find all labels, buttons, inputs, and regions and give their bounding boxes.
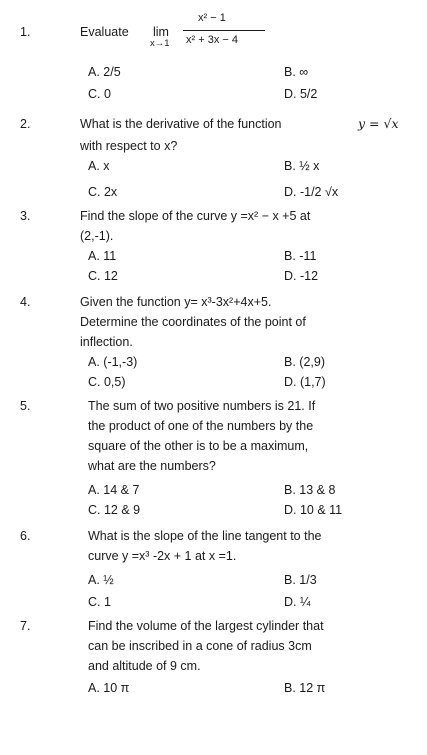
question-stem: Evaluate	[80, 25, 129, 39]
question-number: 6.	[20, 529, 31, 543]
question-stem-line-3: inflection.	[80, 335, 133, 349]
choice-a: A. 14 & 7	[88, 483, 140, 497]
choice-b: B. ½ x	[284, 159, 320, 173]
question-number: 2.	[20, 117, 31, 131]
choice-c: C. 0	[88, 87, 111, 101]
question-stem-line-1: Find the slope of the curve y =x² − x +5 at	[80, 209, 311, 223]
choice-b: B. 13 & 8	[284, 483, 336, 497]
choice-a: A. 2/5	[88, 65, 121, 79]
question-stem-line-1: What is the slope of the line tangent to the	[88, 529, 322, 543]
choice-b: B. (2,9)	[284, 355, 325, 369]
question-stem-line-1: What is the derivative of the function	[80, 117, 282, 131]
choice-a: A. x	[88, 159, 110, 173]
choice-d: D. -12	[284, 269, 319, 283]
choice-c: C. 0,5)	[88, 375, 126, 389]
limit-numerator: x² − 1	[198, 12, 226, 24]
choice-a: A. ½	[88, 573, 114, 587]
limit-lim: lim	[153, 25, 169, 39]
choice-c: C. 2x	[88, 185, 118, 199]
question-number: 7.	[20, 619, 31, 633]
choice-b: B. 1/3	[284, 573, 317, 587]
question-stem-line-3: and altitude of 9 cm.	[88, 659, 201, 673]
fraction-bar	[183, 30, 265, 31]
choice-d: D. ¼	[284, 595, 311, 609]
limit-subscript: x→1	[150, 38, 170, 49]
choice-d: D. (1,7)	[284, 375, 326, 389]
choice-d: D. 5/2	[284, 87, 318, 101]
question-stem-line-4: what are the numbers?	[88, 459, 216, 473]
question-stem-line-2: curve y =x³ -2x + 1 at x =1.	[88, 549, 237, 563]
question-stem-line-2: Determine the coordinates of the point of	[80, 315, 306, 329]
choice-c: C. 12 & 9	[88, 503, 141, 517]
question-stem-line-2: the product of one of the numbers by the	[88, 419, 314, 433]
question-stem-line-1: Find the volume of the largest cylinder that	[88, 619, 324, 633]
question-stem-line-3: square of the other is to be a maximum,	[88, 439, 309, 453]
question-stem-line-1: The sum of two positive numbers is 21. If	[88, 399, 316, 413]
question-number: 5.	[20, 399, 31, 413]
question-number: 1.	[20, 25, 31, 39]
question-stem-line-2: (2,-1).	[80, 229, 114, 243]
choice-b: B. 12 π	[284, 681, 326, 695]
choice-d: D. -1/2 √x	[284, 185, 339, 199]
choice-a: A. 10 π	[88, 681, 130, 695]
choice-c: C. 12	[88, 269, 118, 283]
function-expression: y = √x	[358, 116, 399, 131]
limit-denominator: x² + 3x − 4	[186, 34, 238, 46]
choice-d: D. 10 & 11	[284, 503, 343, 517]
question-number: 4.	[20, 295, 31, 309]
question-stem-line-1: Given the function y= x³-3x²+4x+5.	[80, 295, 272, 309]
choice-a: A. (-1,-3)	[88, 355, 138, 369]
question-stem-line-2: can be inscribed in a cone of radius 3cm	[88, 639, 312, 653]
choice-b: B. -11	[284, 249, 317, 263]
choice-a: A. 11	[88, 249, 117, 263]
choice-b: B. ∞	[284, 65, 309, 79]
question-stem-line-2: with respect to x?	[80, 139, 178, 153]
choice-c: C. 1	[88, 595, 111, 609]
question-number: 3.	[20, 209, 31, 223]
